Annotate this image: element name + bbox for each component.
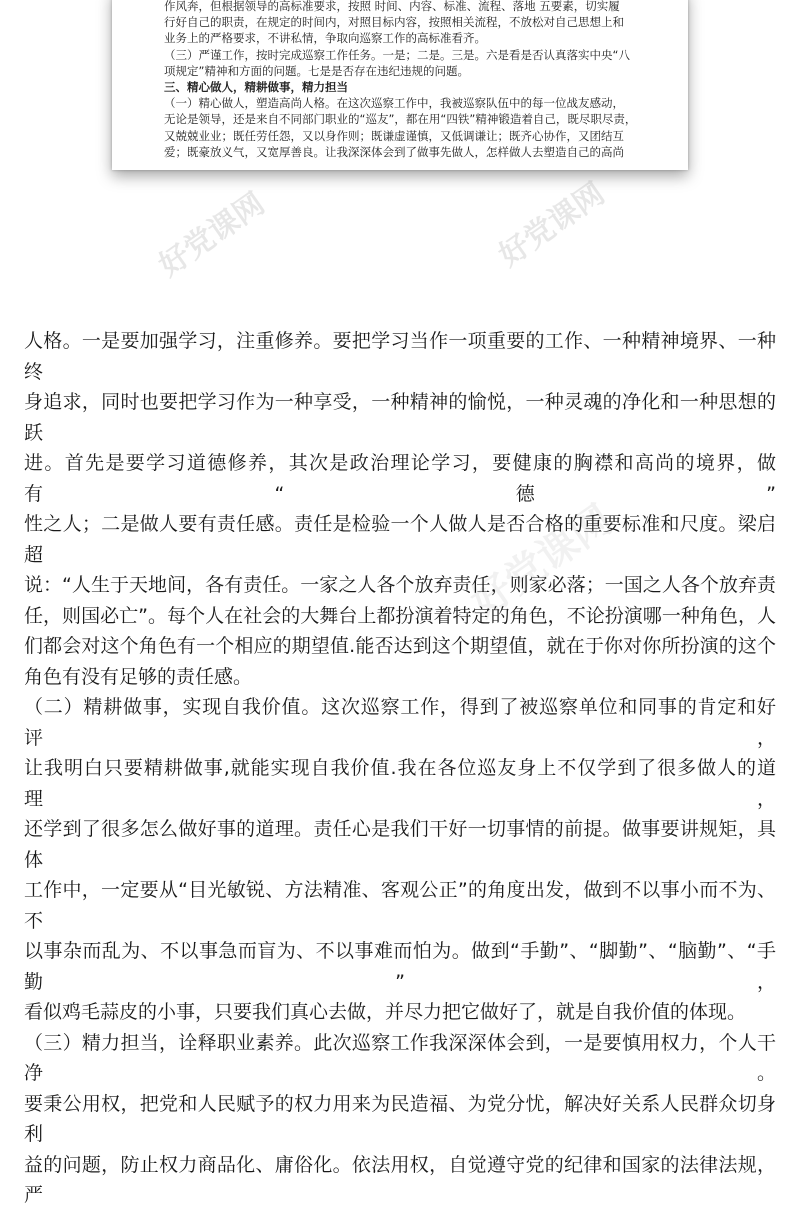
body-line: 性之人；二是做人要有责任感。责任是检验一个人做人是否合格的重要标准和尺度。梁启超 [24,513,776,566]
preview-line: （三）严谨工作，按时完成巡察工作任务。一是；二是。三是。六是看是否认真落实中央“八 [164,47,630,62]
preview-section-heading: 三、精心做人，精耕做事，精力担当 [164,80,348,95]
body-line: 工作中，一定要从“目光敏锐、方法精准、客观公正”的角度出发，做到不以事小而不为、不 [24,879,776,932]
body-line: 进。首先是要学习道德修养，其次是政治理论学习，要健康的胸襟和高尚的境界，做有“德” [24,452,776,505]
watermark: 好党课网 [492,176,612,274]
watermark: 好党课网 [152,186,272,284]
body-line: 角色有没有足够的责任感。 [24,665,253,688]
body-line: 要秉公用权，把党和人民赋予的权力用来为民造福、为党分忧，解决好关系人民群众切身利 [24,1092,776,1145]
body-line: 益的问题，防止权力商品化、庸俗化。依法用权，自觉遵守党的纪律和国家的法律法规，严 [24,1153,776,1206]
body-line: 们都会对这个角色有一个相应的期望值.能否达到这个期望值，就在于你对你所扮演的这个 [24,635,776,657]
document-body [24,326,776,1211]
preview-line: 作风奔，但根据领导的高标准要求，按照 时间、内容、标准、流程、落地 五要素，切实履 [164,0,620,13]
body-line: （二）精耕做事，实现自我价值。这次巡察工作，得到了被巡察单位和同事的肯定和好评， [24,696,776,749]
preview-line: （一）精心做人，塑造高尚人格。在这次巡察工作中，我被巡察队伍中的每一位战友感动， [164,96,624,111]
body-line: 让我明白只要精耕做事,就能实现自我价值.我在各位巡友身上不仅学到了很多做人的道理， [24,757,776,810]
preview-line: 爱；既豪放义气，又宽厚善良。让我深深体会到了做事先做人，怎样做人去塑造自己的高尚 [164,144,624,159]
body-line: 还学到了很多怎么做好事的道理。责任心是我们干好一切事情的前提。做事要讲规矩，具体 [24,818,776,871]
body-line: （三）精力担当，诠释职业素养。此次巡察工作我深深体会到，一是要慎用权力，个人干净。 [24,1031,776,1084]
body-line: 看似鸡毛蒜皮的小事，只要我们真心去做，并尽力把它做好了，就是自我价值的体现。 [24,1001,747,1023]
document-preview-card [112,0,688,170]
preview-line: 项规定”精神和方面的问题。七是是否存在违纪违规的问题。 [164,63,469,78]
preview-line: 又兢兢业业；既任劳任怨，又以身作则；既谦虚谨慎，又低调谦让；既齐心协作，又团结互 [164,128,624,143]
body-line: 任，则国必亡”。每个人在社会的大舞台上都扮演着特定的角色，不论扮演哪一种角色，人 [24,604,776,627]
watermark: 好党课网 [463,496,621,627]
body-line: 以事杂而乱为、不以事急而盲为、不以事难而怕为。做到“手勤”、“脚勤”、“脑勤”、“手勤”， [24,940,776,993]
preview-line: 业务上的严格要求，不讲私情，争取向巡察工作的高标准看齐。 [164,31,486,46]
body-line: 说：“人生于天地间，各有责任。一家之人各个放弃责任，则家必落；一国之人各个放弃责 [24,574,776,596]
preview-text [112,0,688,160]
preview-line: 无论是领导，还是来自不同部门职业的“巡友”，都在用“四铁”精神锻造着自己，既尽职尽责， [164,112,637,127]
body-line: 身追求，同时也要把学习作为一种享受，一种精神的愉悦，一种灵魂的净化和一种思想的跃 [24,391,776,444]
preview-line: 行好自己的职责，在规定的时间内，对照目标内容，按照相关流程，不放松对自己思想上和 [164,15,624,30]
body-line: 人格。一是要加强学习，注重修养。要把学习当作一项重要的工作、一种精神境界、一种终 [24,330,776,383]
